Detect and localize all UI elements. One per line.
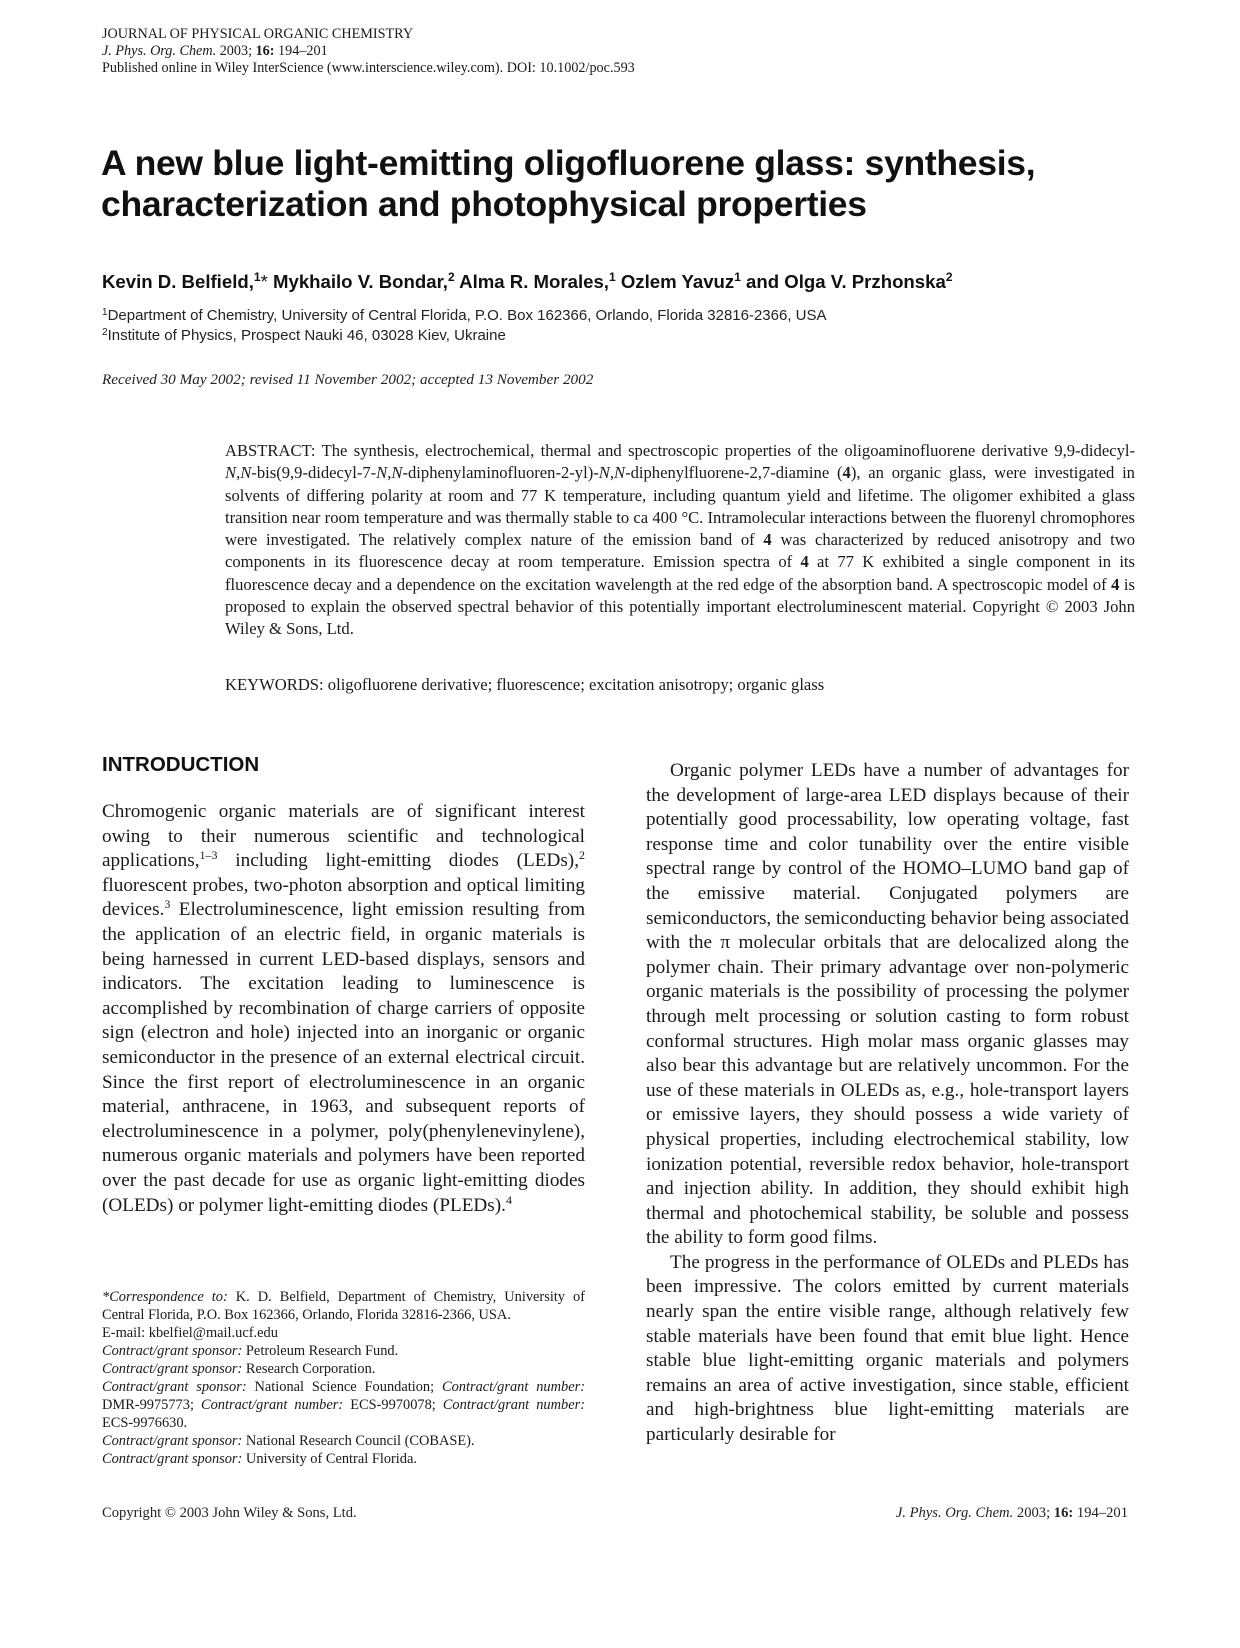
corresponding-mark: * — [260, 271, 273, 292]
author-name: Mykhailo V. Bondar, — [272, 271, 448, 292]
abstract-italic: N,N — [225, 463, 252, 483]
footer-citation-year: 2003; — [1016, 1505, 1051, 1521]
compound-number: 4 — [842, 463, 851, 483]
author-name: Ozlem Yavuz — [620, 271, 735, 292]
abstract-text: The synthesis, electrochemical, thermal and spectroscopic properties of the oligoaminofluorene derivative 9,9-didecyl- — [321, 441, 1135, 460]
body-text: Chromogenic organic materials are of significant interest owing to their numerous scientific and technological applications, — [102, 801, 585, 872]
author-affiliation-mark: 2 — [447, 270, 455, 284]
abstract-text: -diphenylaminofluoren-2-yl)- — [402, 463, 599, 483]
abstract-italic: N,N — [598, 463, 626, 483]
abstract-italic: N,N — [376, 463, 403, 483]
body-text: fluorescent probes, two-photon absorption and optical limiting devices. — [102, 874, 585, 921]
abstract-text: is proposed to explain the observed spectral behavior of this potentially important electroluminescent material. Copyright © 2003 John Wiley & Sons, Ltd. — [225, 574, 1135, 639]
author-separator: and — [740, 271, 785, 292]
affiliation-text: Department of Chemistry, University of Central Florida, P.O. Box 162366, Orlando, Florida 32816-2366, USA — [107, 307, 827, 324]
footnote-label: *Correspondence to: — [102, 1289, 228, 1305]
footer-citation-pages: 194–201 — [1076, 1505, 1128, 1521]
body-paragraph: The progress in the performance of OLEDs and PLEDs has been impressive. The colors emitted by current materials nearly span the entire visible range, although relatively few stable materials have been found that emit blue light. Hence stable blue light-emitting organic materials and polymers remains an area of active investigation, since stable, efficient and high-brightness blue light-emitting materials are particularly desirable for — [646, 1251, 1129, 1446]
footnote-line — [102, 1342, 585, 1360]
footnote-line — [102, 1360, 585, 1378]
footer-citation-volume: 16: — [1053, 1505, 1074, 1521]
footnote-label: Contract/grant sponsor: — [102, 1433, 243, 1449]
footnote-label: Contract/grant sponsor: — [102, 1343, 243, 1359]
abstract-text: at 77 K exhibited a single component in its fluorescence decay and a dependence on the excitation wavelength at the red edge of the absorption band. A spectroscopic model of — [225, 552, 1135, 594]
journal-name: JOURNAL OF PHYSICAL ORGANIC CHEMISTRY — [102, 26, 414, 42]
footer-citation — [896, 1505, 1128, 1522]
footnote-text: K. D. Belfield, Department of Chemistry, University of Central Florida, P.O. Box 162366, Orlando, Florida 32816-2366, USA. — [102, 1289, 585, 1323]
author-affiliation-mark: 2 — [945, 270, 953, 284]
citation-ref: 1–3 — [199, 848, 218, 863]
citation-volume: 16: — [255, 43, 275, 59]
abstract — [225, 440, 1135, 641]
footnote-label: Contract/grant number: — [201, 1397, 344, 1413]
published-online: Published online in Wiley InterScience (www.interscience.wiley.com). DOI: 10.1002/poc.593 — [102, 60, 635, 76]
footer-citation-abbrev: J. Phys. Org. Chem. — [895, 1505, 1014, 1521]
body-column-right — [646, 759, 1129, 1448]
section-heading-introduction: INTRODUCTION — [102, 753, 260, 776]
footnote-label: Contract/grant sponsor: — [102, 1451, 243, 1467]
abstract-label: ABSTRACT: — [225, 441, 316, 460]
body-text: including light-emitting diodes (LEDs), — [217, 850, 579, 872]
citation-ref: 2 — [579, 848, 585, 863]
received-dates: Received 30 May 2002; revised 11 November 2002; accepted 13 November 2002 — [102, 371, 594, 388]
citation-pages: 194–201 — [278, 43, 328, 59]
keywords: KEYWORDS: oligofluorene derivative; fluorescence; excitation anisotropy; organic glass — [225, 675, 825, 694]
abstract-text: was characterized by reduced anisotropy and two components in its fluorescence decay at room temperature. Emission spectra of — [225, 530, 1135, 572]
affiliation-text: Institute of Physics, Prospect Nauki 46, 03028 Kiev, Ukraine — [107, 327, 506, 344]
journal-citation — [102, 43, 635, 60]
footnote-line — [102, 1288, 585, 1324]
abstract-text: -diphenylfluorene-2,7-diamine ( — [625, 463, 843, 483]
affiliation-number: 1 — [102, 307, 108, 318]
footnote-email: E-mail: kbelfiel@mail.ucf.edu — [102, 1325, 278, 1341]
author-affiliation-mark: 1 — [734, 270, 741, 284]
footnote-label: Contract/grant sponsor: — [102, 1361, 243, 1377]
compound-number: 4 — [1111, 574, 1120, 594]
affiliation-line — [102, 326, 827, 346]
citation-year: 2003; — [219, 43, 253, 59]
author-affiliation-mark: 1 — [253, 270, 261, 284]
body-text: Electroluminescence, light emission resulting from the application of an electric field, in organic materials is being harnessed in current LED-based displays, sensors and indicators. The excitation leading to luminescence is accomplished by recombination of charge carriers of opposite sign (electron and hole) injected into an inorganic or organic semiconductor in the presence of an external electrical circuit. Since the first report of electroluminescence in an organic material, anthracene, in 1963, and subsequent reports of electroluminescence in a polymer, poly(phenylenevinylene), numerous organic materials and polymers have been reported over the past decade for use as organic light-emitting diodes (OLEDs) or polymer light-emitting diodes (PLEDs). — [102, 899, 585, 1216]
author-list — [102, 271, 953, 293]
abstract-text: ), an organic glass, were investigated in solvents of differing polarity at room and 77 K temperature, including quantum yield and lifetime. The oligomer exhibited a glass transition near room temperature and was thermally stable to ca 400 °C. Intramolecular interactions between the fluorenyl chromophores were investigated. The relatively complex nature of the emission band of — [225, 463, 1135, 550]
footnote-text: Research Corporation. — [242, 1361, 376, 1377]
compound-number: 4 — [800, 552, 809, 572]
citation-ref: 3 — [164, 897, 171, 912]
affiliation-number: 2 — [102, 327, 108, 338]
footnote-text: University of Central Florida. — [242, 1451, 417, 1467]
footnote-text: National Science Foundation; — [246, 1379, 442, 1395]
abstract-text: -bis(9,9-didecyl-7- — [251, 463, 377, 483]
journal-header — [102, 26, 635, 77]
body-paragraph: Organic polymer LEDs have a number of advantages for the development of large-area LED displays because of their potentially good processability, low operating voltage, fast response time and color tunability over the entire visible spectral range by control of the HOMO–LUMO band gap of the emissive material. Conjugated polymers are semiconductors, the semiconducting behavior being associated with the π molecular orbitals that are delocalized along the polymer chain. Their primary advantage over non-polymeric organic materials is the possibility of processing the polymer through melt processing or solution casting to form robust conformal structures. High molar mass organic glasses may also bear this advantage but are relatively uncommon. For the use of these materials in OLEDs as, e.g., hole-transport layers or emissive layers, they should possess a wide variety of physical properties, including electrochemical stability, low ionization potential, reversible redox behavior, hole-transport and injection ability. In addition, they should exhibit high thermal and photochemical stability, be soluble and possess the ability to form good films. — [646, 760, 1129, 1249]
author-name: Alma R. Morales, — [459, 271, 609, 292]
footnote-text: Petroleum Research Fund. — [242, 1343, 399, 1359]
footnote-text: ECS-9976630. — [102, 1415, 188, 1431]
citation-ref: 4 — [505, 1192, 512, 1207]
correspondence-footnote — [102, 1288, 585, 1468]
author-name: Olga V. Przhonska — [784, 271, 946, 292]
footnote-text: DMR-9975773; — [102, 1397, 201, 1413]
footnote-line — [102, 1432, 585, 1450]
footnote-label: Contract/grant number: — [442, 1397, 585, 1413]
footnote-text: ECS-9970078; — [343, 1397, 443, 1413]
footnote-line — [102, 1378, 585, 1432]
author-affiliation-mark: 1 — [608, 270, 616, 284]
author-name: Kevin D. Belfield, — [102, 271, 254, 292]
footnote-label: Contract/grant number: — [442, 1379, 585, 1395]
footnote-label: Contract/grant sponsor: — [102, 1379, 247, 1395]
citation-abbrev: J. Phys. Org. Chem. — [102, 43, 217, 59]
compound-number: 4 — [763, 530, 772, 550]
article-title: A new blue light-emitting oligofluorene glass: synthesis, characterization and photophysical properties — [101, 143, 1036, 224]
footnote-line — [102, 1450, 585, 1468]
affiliation-line — [102, 306, 827, 326]
footnote-text: National Research Council (COBASE). — [242, 1433, 475, 1449]
body-paragraph — [102, 800, 585, 1218]
affiliations — [102, 306, 827, 346]
footer-copyright: Copyright © 2003 John Wiley & Sons, Ltd. — [102, 1505, 357, 1521]
body-column-left — [102, 800, 585, 1218]
